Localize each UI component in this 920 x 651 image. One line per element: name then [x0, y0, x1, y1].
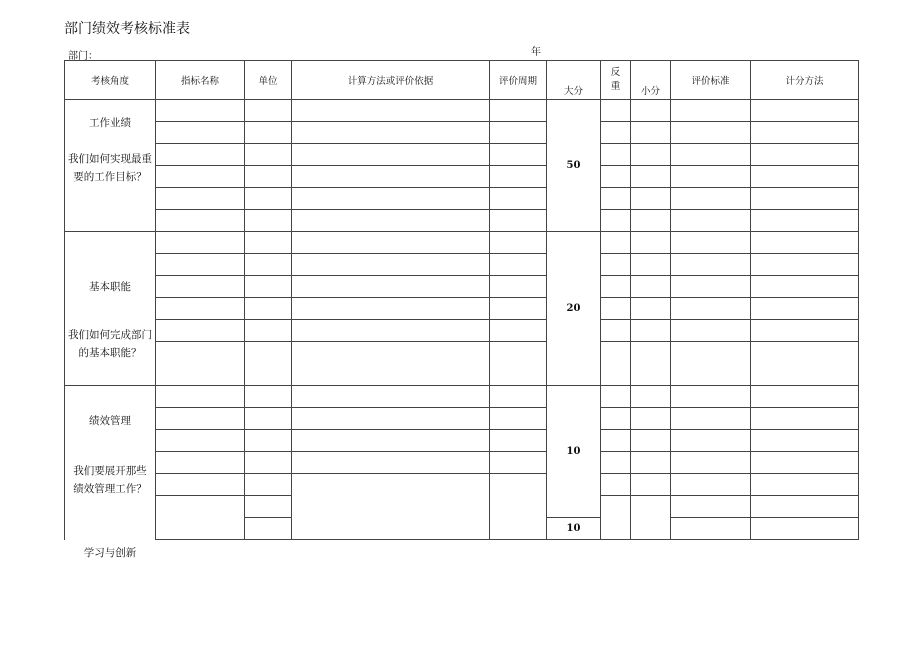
method-cell[interactable]	[292, 232, 490, 254]
header-method: 计算方法或评价依据	[292, 61, 490, 100]
standard-cell[interactable]	[671, 122, 751, 144]
department-label: 部门：	[68, 51, 98, 62]
minor-score-cell[interactable]	[631, 342, 671, 386]
scoring-cell[interactable]	[751, 474, 859, 496]
minor-score-cell[interactable]	[631, 276, 671, 298]
indicator-cell[interactable]	[156, 210, 245, 232]
weight-cell[interactable]	[601, 210, 631, 232]
unit-cell[interactable]	[245, 342, 292, 386]
table-row	[65, 474, 859, 496]
table-row	[65, 298, 859, 320]
table-row	[65, 386, 859, 408]
indicator-cell[interactable]	[156, 386, 245, 408]
table-row	[65, 342, 859, 386]
scoring-cell[interactable]	[751, 518, 859, 540]
standard-cell[interactable]	[671, 342, 751, 386]
unit-cell[interactable]	[245, 276, 292, 298]
minor-score-cell[interactable]	[631, 232, 671, 254]
minor-score-cell[interactable]	[631, 122, 671, 144]
scoring-cell[interactable]	[751, 232, 859, 254]
period-cell[interactable]	[490, 474, 547, 540]
standard-cell[interactable]	[671, 276, 751, 298]
header-perspective: 考核角度	[65, 61, 156, 100]
header-weight-line2: 重	[610, 81, 621, 92]
table-row	[65, 276, 859, 298]
section-question-line1: 我们如何完成部门	[68, 329, 152, 341]
scoring-cell[interactable]	[751, 100, 859, 122]
unit-cell[interactable]	[245, 496, 292, 518]
minor-score-cell[interactable]	[631, 298, 671, 320]
standard-cell[interactable]	[671, 430, 751, 452]
standard-cell[interactable]	[671, 474, 751, 496]
standard-cell[interactable]	[671, 386, 751, 408]
header-major-score: 大分	[547, 61, 601, 100]
unit-cell[interactable]	[245, 474, 292, 496]
period-cell[interactable]	[490, 232, 547, 254]
method-cell[interactable]	[292, 188, 490, 210]
header-period: 评价周期	[490, 61, 547, 100]
indicator-cell[interactable]	[156, 342, 245, 386]
period-cell[interactable]	[490, 166, 547, 188]
standard-cell[interactable]	[671, 210, 751, 232]
indicator-cell[interactable]	[156, 166, 245, 188]
unit-cell[interactable]	[245, 452, 292, 474]
section-name: 工作业绩	[89, 117, 131, 129]
major-score-cell: 50	[547, 100, 601, 232]
section-question	[65, 150, 155, 186]
unit-cell[interactable]	[245, 408, 292, 430]
method-cell[interactable]	[292, 122, 490, 144]
method-cell[interactable]	[292, 276, 490, 298]
section-question-line2: 的基本职能？	[78, 347, 142, 359]
weight-cell[interactable]	[601, 254, 631, 276]
scoring-cell[interactable]	[751, 188, 859, 210]
standard-cell[interactable]	[671, 408, 751, 430]
indicator-cell[interactable]	[156, 100, 245, 122]
section-name: 基本职能	[89, 281, 131, 293]
method-cell[interactable]	[292, 474, 490, 540]
weight-cell[interactable]	[601, 188, 631, 210]
period-cell[interactable]	[490, 342, 547, 386]
period-cell[interactable]	[490, 298, 547, 320]
weight-cell[interactable]	[601, 386, 631, 408]
table-row	[65, 100, 859, 122]
scoring-cell[interactable]	[751, 166, 859, 188]
standard-cell[interactable]	[671, 452, 751, 474]
header-standard: 评价标准	[671, 61, 751, 100]
method-cell[interactable]	[292, 452, 490, 474]
scoring-cell[interactable]	[751, 276, 859, 298]
section-question	[65, 326, 155, 362]
unit-cell[interactable]	[245, 210, 292, 232]
standard-cell[interactable]	[671, 188, 751, 210]
method-cell[interactable]	[292, 254, 490, 276]
minor-score-cell[interactable]	[631, 100, 671, 122]
scoring-cell[interactable]	[751, 496, 859, 518]
scoring-cell[interactable]	[751, 122, 859, 144]
period-cell[interactable]	[490, 276, 547, 298]
standard-cell[interactable]	[671, 320, 751, 342]
unit-cell[interactable]	[245, 320, 292, 342]
indicator-cell[interactable]	[156, 430, 245, 452]
period-cell[interactable]	[490, 320, 547, 342]
weight-cell[interactable]	[601, 496, 631, 540]
unit-cell[interactable]	[245, 100, 292, 122]
minor-score-cell[interactable]	[631, 452, 671, 474]
period-cell[interactable]	[490, 188, 547, 210]
header-row	[65, 61, 859, 100]
unit-cell[interactable]	[245, 144, 292, 166]
section-question	[65, 462, 155, 498]
major-score-cell: 20	[547, 232, 601, 386]
table-row	[65, 452, 859, 474]
section-performance-management	[65, 386, 156, 559]
period-cell[interactable]	[490, 254, 547, 276]
table-row	[65, 188, 859, 210]
section-work-performance	[65, 100, 156, 232]
standard-cell[interactable]	[671, 166, 751, 188]
table-row	[65, 408, 859, 430]
table-row	[65, 144, 859, 166]
table-row	[65, 430, 859, 452]
indicator-cell[interactable]	[156, 496, 245, 540]
section-learning-innovation-name: 学习与创新	[83, 547, 137, 559]
scoring-cell[interactable]	[751, 408, 859, 430]
unit-cell[interactable]	[245, 518, 292, 540]
minor-score-cell[interactable]	[631, 496, 671, 540]
table-row	[65, 166, 859, 188]
indicator-cell[interactable]	[156, 452, 245, 474]
header-indicator: 指标名称	[156, 61, 245, 100]
minor-score-cell[interactable]	[631, 474, 671, 496]
minor-score-cell[interactable]	[631, 254, 671, 276]
section-question-line2: 绩效管理工作？	[73, 483, 147, 495]
method-cell[interactable]	[292, 386, 490, 408]
minor-score-cell[interactable]	[631, 408, 671, 430]
header-scoring: 计分方法	[751, 61, 859, 100]
weight-cell[interactable]	[601, 474, 631, 496]
weight-cell[interactable]	[601, 166, 631, 188]
unit-cell[interactable]	[245, 254, 292, 276]
scoring-cell[interactable]	[751, 298, 859, 320]
scoring-cell[interactable]	[751, 342, 859, 386]
weight-cell[interactable]	[601, 100, 631, 122]
weight-cell[interactable]	[601, 232, 631, 254]
indicator-cell[interactable]	[156, 298, 245, 320]
table-row	[65, 232, 859, 254]
table-row	[65, 320, 859, 342]
weight-cell[interactable]	[601, 298, 631, 320]
table-row	[65, 210, 859, 232]
method-cell[interactable]	[292, 298, 490, 320]
header-unit: 单位	[245, 61, 292, 100]
header-weight	[601, 61, 631, 100]
unit-cell[interactable]	[245, 188, 292, 210]
unit-cell[interactable]	[245, 386, 292, 408]
header-minor-score: 小分	[631, 61, 671, 100]
indicator-cell[interactable]	[156, 474, 245, 496]
indicator-cell[interactable]	[156, 254, 245, 276]
indicator-cell[interactable]	[156, 276, 245, 298]
method-cell[interactable]	[292, 144, 490, 166]
unit-cell[interactable]	[245, 232, 292, 254]
weight-cell[interactable]	[601, 430, 631, 452]
method-cell[interactable]	[292, 100, 490, 122]
standard-cell[interactable]	[671, 100, 751, 122]
indicator-cell[interactable]	[156, 408, 245, 430]
standard-cell[interactable]	[671, 496, 751, 518]
assessment-table	[64, 60, 859, 559]
table-row	[65, 122, 859, 144]
weight-cell[interactable]	[601, 144, 631, 166]
minor-score-cell[interactable]	[631, 430, 671, 452]
indicator-cell[interactable]	[156, 122, 245, 144]
indicator-cell[interactable]	[156, 188, 245, 210]
weight-cell[interactable]	[601, 342, 631, 386]
period-cell[interactable]	[490, 386, 547, 408]
section-name: 绩效管理	[89, 415, 131, 427]
unit-cell[interactable]	[245, 430, 292, 452]
period-cell[interactable]	[490, 452, 547, 474]
weight-cell[interactable]	[601, 452, 631, 474]
unit-cell[interactable]	[245, 298, 292, 320]
section-question-line1: 我们要展开那些	[73, 465, 147, 477]
method-cell[interactable]	[292, 430, 490, 452]
method-cell[interactable]	[292, 166, 490, 188]
period-cell[interactable]	[490, 210, 547, 232]
minor-score-cell[interactable]	[631, 144, 671, 166]
period-cell[interactable]	[490, 430, 547, 452]
indicator-cell[interactable]	[156, 320, 245, 342]
unit-cell[interactable]	[245, 122, 292, 144]
standard-cell[interactable]	[671, 298, 751, 320]
period-cell[interactable]	[490, 122, 547, 144]
standard-cell[interactable]	[671, 144, 751, 166]
standard-cell[interactable]	[671, 518, 751, 540]
weight-cell[interactable]	[601, 122, 631, 144]
scoring-cell[interactable]	[751, 452, 859, 474]
scoring-cell[interactable]	[751, 210, 859, 232]
unit-cell[interactable]	[245, 166, 292, 188]
minor-score-cell[interactable]	[631, 210, 671, 232]
major-score-cell: 10	[547, 518, 601, 540]
section-question-line1: 我们如何实现最重	[68, 153, 152, 165]
method-cell[interactable]	[292, 408, 490, 430]
weight-cell[interactable]	[601, 276, 631, 298]
indicator-cell[interactable]	[156, 144, 245, 166]
standard-cell[interactable]	[671, 232, 751, 254]
table-row	[65, 254, 859, 276]
scoring-cell[interactable]	[751, 254, 859, 276]
minor-score-cell[interactable]	[631, 166, 671, 188]
scoring-cell[interactable]	[751, 386, 859, 408]
header-weight-line1: 反	[610, 67, 621, 78]
major-score-cell: 10	[547, 386, 601, 518]
weight-cell[interactable]	[601, 320, 631, 342]
page-title: 部门绩效考核标准表	[64, 21, 190, 37]
minor-score-cell[interactable]	[631, 320, 671, 342]
scoring-cell[interactable]	[751, 320, 859, 342]
period-cell[interactable]	[490, 100, 547, 122]
method-cell[interactable]	[292, 320, 490, 342]
section-question-line2: 要的工作目标？	[73, 171, 147, 183]
method-cell[interactable]	[292, 210, 490, 232]
year-label: 年	[531, 47, 541, 58]
scoring-cell[interactable]	[751, 144, 859, 166]
period-cell[interactable]	[490, 144, 547, 166]
method-cell[interactable]	[292, 342, 490, 386]
weight-cell[interactable]	[601, 408, 631, 430]
section-basic-functions	[65, 232, 156, 386]
minor-score-cell[interactable]	[631, 188, 671, 210]
indicator-cell[interactable]	[156, 232, 245, 254]
scoring-cell[interactable]	[751, 430, 859, 452]
period-cell[interactable]	[490, 408, 547, 430]
standard-cell[interactable]	[671, 254, 751, 276]
minor-score-cell[interactable]	[631, 386, 671, 408]
